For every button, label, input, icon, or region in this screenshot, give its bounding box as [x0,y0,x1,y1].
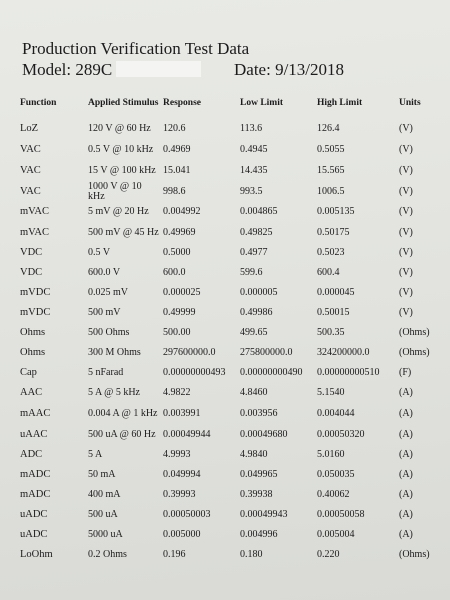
cell-low-limit: 0.004865 [240,206,278,217]
cell-stimulus: 500 uA @ 60 Hz [88,428,156,440]
test-data-table [18,88,446,565]
cell-high-limit: 0.000045 [317,287,355,298]
cell-function: uADC [20,509,48,520]
table-row [18,363,446,383]
cell-high-limit: 1006.5 [317,185,345,197]
cell-function: uADC [20,529,48,540]
cell-response: 500.00 [163,327,191,338]
test-date: Date: 9/13/2018 [234,60,345,79]
cell-low-limit: 0.004996 [240,529,278,540]
cell-high-limit: 0.005004 [317,529,355,540]
cell-response: 4.9993 [163,449,191,460]
cell-units: (V) [399,307,413,318]
cell-units: (A) [399,428,413,440]
cell-function: mVDC [20,287,51,298]
cell-response: 15.041 [163,164,191,176]
cell-function: mVAC [20,206,49,217]
cell-high-limit: 0.00050058 [317,509,365,520]
cell-low-limit: 4.8460 [240,387,268,398]
cell-low-limit: 275800000.0 [240,347,293,358]
cell-function: ADC [20,449,43,460]
cell-function: mAAC [20,407,51,419]
cell-stimulus: 400 mA [88,489,121,500]
cell-high-limit: 500.35 [317,327,345,338]
cell-response: 297600000.0 [163,347,216,358]
cell-high-limit: 0.005135 [317,206,355,217]
cell-high-limit: 0.40062 [317,489,350,500]
cell-function: Ohms [20,347,46,358]
cell-stimulus: 0.2 Ohms [88,549,127,560]
cell-response: 0.005000 [163,529,201,540]
table-row [18,323,446,343]
cell-units: (Ohms) [399,347,430,358]
model-label: Model: 289C [22,60,113,79]
cell-units: (A) [399,509,413,520]
cell-low-limit: 0.000005 [240,287,278,298]
cell-high-limit: 0.50175 [317,226,350,238]
cell-function: uAAC [20,428,48,440]
cell-response: 0.003991 [163,407,201,419]
cell-low-limit: 0.049965 [240,469,278,480]
cell-function: LoOhm [20,549,53,560]
cell-low-limit: 0.49825 [240,226,273,238]
cell-function: VDC [20,267,43,278]
cell-units: (V) [399,164,413,176]
cell-low-limit: 0.39938 [240,489,273,500]
table-row [18,445,446,465]
cell-response: 0.49999 [163,307,196,318]
cell-high-limit: 5.0160 [317,449,345,460]
table-row [18,383,446,403]
header-low-limit: Low Limit [240,98,284,108]
cell-high-limit: 0.050035 [317,469,355,480]
table-row [18,424,446,445]
cell-low-limit: 0.00000000490 [240,367,303,378]
cell-low-limit: 0.4977 [240,247,268,258]
cell-units: (Ohms) [399,549,430,560]
cell-response: 120.6 [163,122,186,134]
table-row [18,403,446,424]
table-row [18,222,446,243]
model-date-line [22,60,442,80]
cell-units: (V) [399,206,413,217]
cell-response: 0.4969 [163,143,191,155]
cell-units: (V) [399,185,413,197]
table-row [18,545,446,565]
cell-high-limit: 0.00050320 [317,428,365,440]
cell-response: 0.049994 [163,469,201,480]
cell-high-limit: 0.004044 [317,407,355,419]
cell-response: 0.5000 [163,247,191,258]
table-row [18,525,446,545]
cell-high-limit: 600.4 [317,267,340,278]
cell-low-limit: 0.003956 [240,407,278,419]
cell-stimulus: 0.5 V @ 10 kHz [88,143,154,155]
cell-stimulus: 50 mA [88,469,116,480]
cell-function: AAC [20,387,43,398]
table-header-row [18,88,446,118]
cell-function: LoZ [20,122,39,134]
table-row [18,160,446,181]
cell-units: (V) [399,267,413,278]
cell-stimulus: 500 mV @ 45 Hz [88,226,159,238]
cell-units: (A) [399,529,413,540]
cell-units: (V) [399,287,413,298]
cell-low-limit: 993.5 [240,185,263,197]
cell-function: VAC [20,185,41,197]
cell-high-limit: 5.1540 [317,387,345,398]
cell-high-limit: 126.4 [317,122,340,134]
cell-units: (V) [399,122,413,134]
cell-units: (V) [399,247,413,258]
table-row [18,243,446,263]
cell-response: 0.000025 [163,287,201,298]
cell-response: 0.00000000493 [163,367,226,378]
cell-function: mADC [20,469,51,480]
cell-response: 0.00050003 [163,509,211,520]
cell-response: 4.9822 [163,387,191,398]
cell-stimulus: 0.5 V [88,247,111,258]
table-row [18,485,446,505]
cell-units: (V) [399,226,413,238]
cell-low-limit: 14.435 [240,164,268,176]
cell-low-limit: 0.00049943 [240,509,288,520]
document-title: Production Verification Test Data [22,39,250,58]
cell-low-limit: 0.180 [240,549,263,560]
cell-response: 0.196 [163,549,186,560]
cell-response: 0.49969 [163,226,196,238]
cell-low-limit: 499.65 [240,327,268,338]
cell-units: (F) [399,367,412,378]
cell-stimulus: 500 mV [88,307,121,318]
cell-low-limit: 4.9840 [240,449,268,460]
table-row [18,303,446,323]
cell-function: mADC [20,489,51,500]
table-row [18,202,446,222]
cell-stimulus: 500 uA [88,509,118,520]
cell-response: 0.004992 [163,206,201,217]
header-response: Response [163,98,202,108]
cell-function: VDC [20,247,43,258]
cell-high-limit: 0.5055 [317,143,345,155]
cell-stimulus: 120 V @ 60 Hz [88,122,151,134]
table-body [18,118,446,565]
cell-stimulus: 5 nFarad [88,367,124,378]
table-row [18,465,446,485]
cell-stimulus: 500 Ohms [88,327,130,338]
cell-function: mVAC [20,226,49,238]
table-row [18,263,446,283]
cell-response: 998.6 [163,185,186,197]
cell-high-limit: 0.220 [317,549,340,560]
table-row [18,181,446,202]
table-row [18,283,446,303]
header-high-limit: High Limit [317,98,363,108]
table-row [18,343,446,363]
cell-response: 0.39993 [163,489,196,500]
cell-units: (A) [399,387,413,398]
cell-stimulus: 5 A [88,449,103,460]
cell-high-limit: 0.00000000510 [317,367,380,378]
cell-low-limit: 0.4945 [240,143,268,155]
cell-low-limit: 599.6 [240,267,263,278]
cell-low-limit: 113.6 [240,122,263,134]
redaction-block [116,61,201,77]
cell-stimulus: 5 A @ 5 kHz [88,387,140,398]
cell-function: VAC [20,164,41,176]
cell-units: (Ohms) [399,327,430,338]
cell-low-limit: 0.00049680 [240,428,288,440]
cell-function: VAC [20,143,41,155]
cell-stimulus: 5 mV @ 20 Hz [88,206,149,217]
cell-stimulus: 600.0 V [88,267,121,278]
cell-units: (A) [399,469,413,480]
table-row [18,118,446,139]
cell-units: (A) [399,489,413,500]
cell-stimulus: 0.004 A @ 1 kHz [88,407,158,419]
table-row [18,139,446,160]
cell-high-limit: 15.565 [317,164,345,176]
cell-stimulus: 5000 uA [88,529,123,540]
cell-response: 600.0 [163,267,186,278]
cell-function: Cap [20,367,37,378]
cell-low-limit: 0.49986 [240,307,273,318]
cell-stimulus: 15 V @ 100 kHz [88,164,156,176]
cell-function: mVDC [20,307,51,318]
header-units: Units [399,98,421,108]
cell-function: Ohms [20,327,46,338]
cell-response: 0.00049944 [163,428,211,440]
cell-high-limit: 324200000.0 [317,347,370,358]
cell-units: (A) [399,449,413,460]
header-function: Function [20,98,57,108]
cell-units: (A) [399,407,413,419]
cell-stimulus: 1000 V @ 10 kHz [88,181,142,202]
header-applied-stimulus: Applied Stimulus [88,98,159,108]
cell-units: (V) [399,143,413,155]
cell-high-limit: 0.5023 [317,247,345,258]
cell-high-limit: 0.50015 [317,307,350,318]
cell-stimulus: 0.025 mV [88,287,128,298]
cell-stimulus: 300 M Ohms [88,347,141,358]
table-row [18,505,446,525]
